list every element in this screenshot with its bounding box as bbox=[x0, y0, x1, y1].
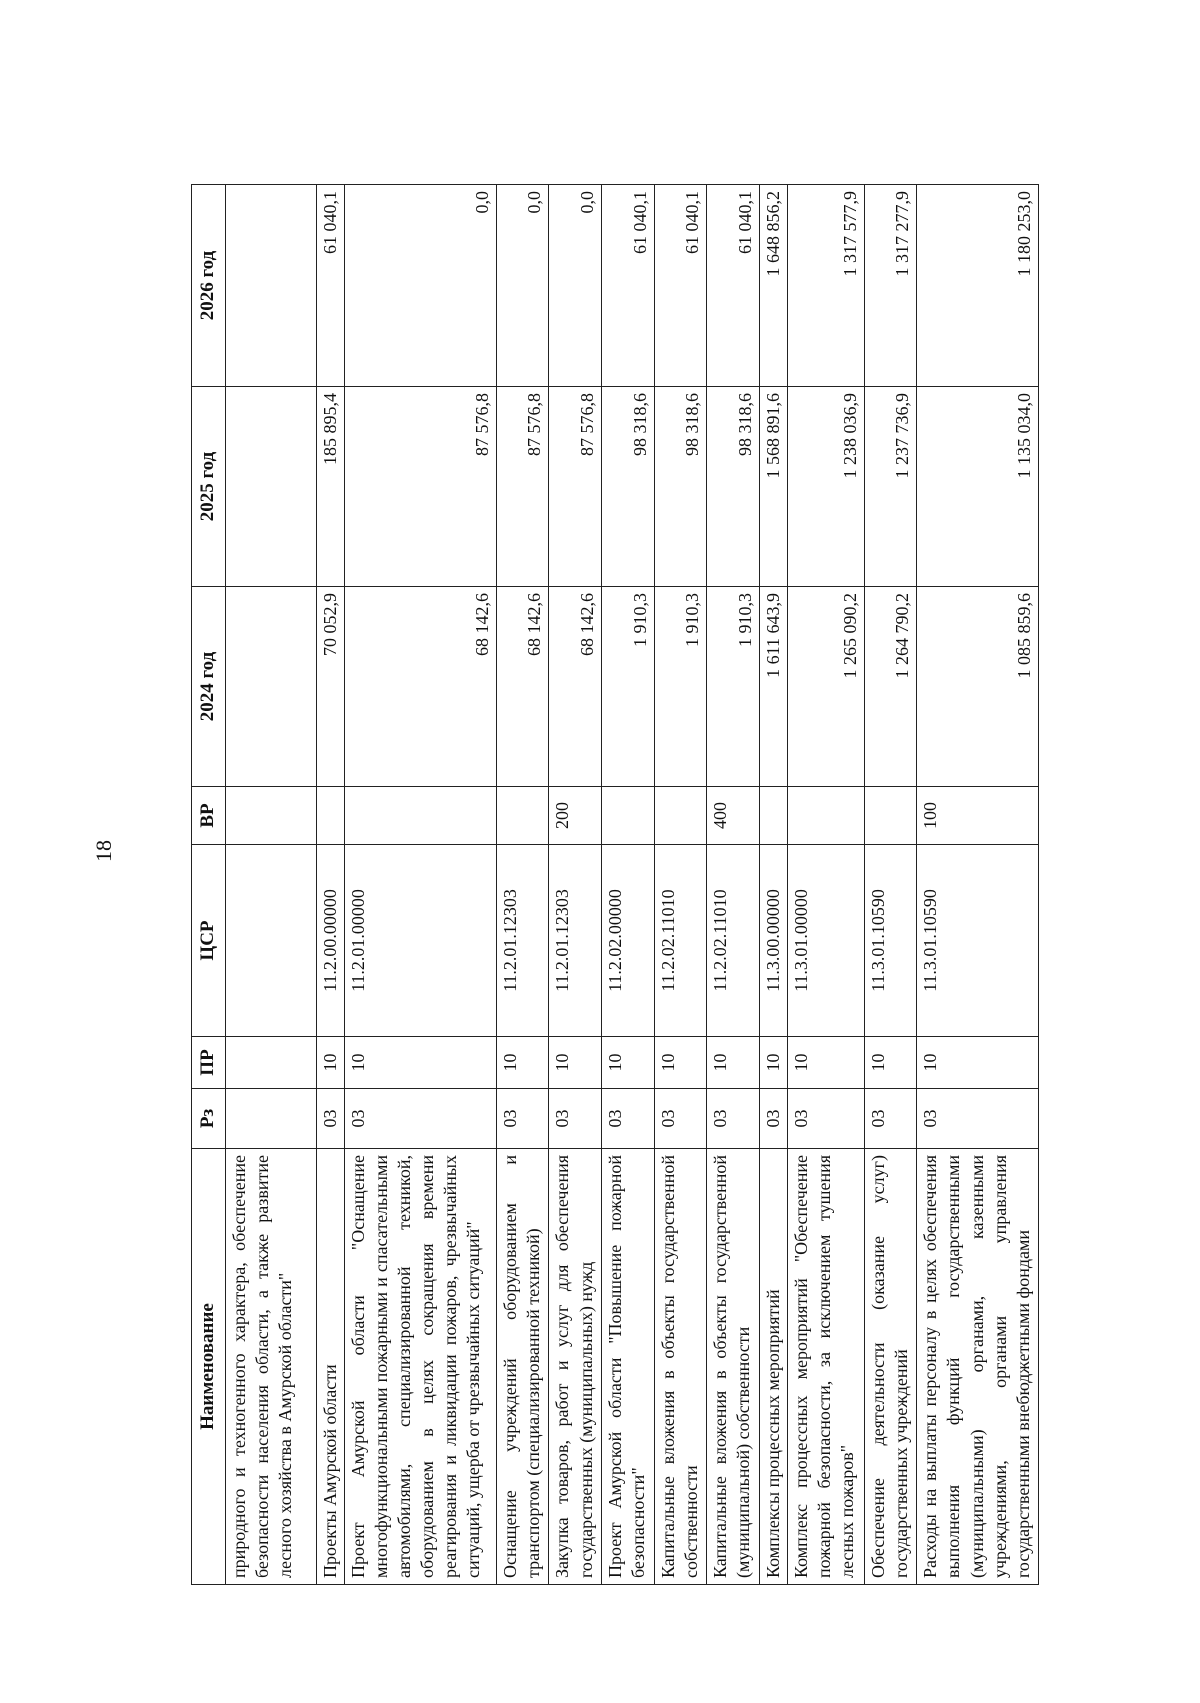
row-2026: 61 040,1 bbox=[602, 185, 655, 387]
row-2024: 68 142,6 bbox=[549, 587, 602, 787]
row-pr: 10 bbox=[759, 1037, 787, 1089]
row-2024: 1 264 790,2 bbox=[864, 587, 917, 787]
row-rz: 03 bbox=[759, 1089, 787, 1149]
row-csr: 11.2.01.12303 bbox=[549, 845, 602, 1037]
row-csr: 11.3.01.00000 bbox=[788, 845, 865, 1037]
row-vr bbox=[788, 787, 865, 845]
row-vr: 100 bbox=[917, 787, 1039, 845]
row-csr: 11.2.01.00000 bbox=[345, 845, 497, 1037]
row-rz: 03 bbox=[788, 1089, 865, 1149]
row-name: Обеспечение деятельности (оказание услуг) государственных учреждений bbox=[864, 1149, 917, 1585]
table-row bbox=[788, 185, 865, 1585]
row-2026: 1 180 253,0 bbox=[917, 185, 1039, 387]
row-name: Комплекс процессных мероприятий "Обеспечение пожарной безопасности, за исключением тушения лесных пожаров" bbox=[788, 1149, 865, 1585]
row-csr: 11.2.00.00000 bbox=[316, 845, 344, 1037]
header-rz: Рз bbox=[192, 1089, 226, 1149]
row-pr: 10 bbox=[707, 1037, 760, 1089]
row-2026: 0,0 bbox=[345, 185, 497, 387]
row-csr: 11.3.01.10590 bbox=[864, 845, 917, 1037]
row-name: природного и техногенного характера, обеспечение безопасности населения области, а также развитие лесного хозяйства в Амурской области" bbox=[226, 1149, 317, 1585]
row-2024: 1 085 859,6 bbox=[917, 587, 1039, 787]
row-pr bbox=[226, 1037, 317, 1089]
table-row bbox=[226, 185, 317, 1585]
table-row bbox=[864, 185, 917, 1585]
table-row bbox=[345, 185, 497, 1585]
row-csr: 11.3.00.00000 bbox=[759, 845, 787, 1037]
table-row bbox=[602, 185, 655, 1585]
row-csr: 11.2.02.00000 bbox=[602, 845, 655, 1037]
row-rz: 03 bbox=[654, 1089, 707, 1149]
row-name: Комплексы процессных мероприятий bbox=[759, 1149, 787, 1585]
row-csr: 11.2.02.11010 bbox=[707, 845, 760, 1037]
page-number: 18 bbox=[91, 840, 116, 862]
row-pr: 10 bbox=[496, 1037, 549, 1089]
row-name: Капитальные вложения в объекты государственной собственности bbox=[654, 1149, 707, 1585]
table-row bbox=[549, 185, 602, 1585]
row-rz: 03 bbox=[602, 1089, 655, 1149]
row-2026: 61 040,1 bbox=[654, 185, 707, 387]
row-pr: 10 bbox=[864, 1037, 917, 1089]
row-vr bbox=[602, 787, 655, 845]
row-rz bbox=[226, 1089, 317, 1149]
row-2025 bbox=[226, 387, 317, 587]
row-rz: 03 bbox=[549, 1089, 602, 1149]
row-2026 bbox=[226, 185, 317, 387]
row-vr bbox=[496, 787, 549, 845]
row-csr: 11.3.01.10590 bbox=[917, 845, 1039, 1037]
row-pr: 10 bbox=[602, 1037, 655, 1089]
header-2025: 2025 год bbox=[192, 387, 226, 587]
table-row bbox=[316, 185, 344, 1585]
row-vr: 200 bbox=[549, 787, 602, 845]
row-2025: 185 895,4 bbox=[316, 387, 344, 587]
row-2026: 0,0 bbox=[496, 185, 549, 387]
row-csr: 11.2.02.11010 bbox=[654, 845, 707, 1037]
table-row bbox=[707, 185, 760, 1585]
row-pr: 10 bbox=[917, 1037, 1039, 1089]
row-2024: 1 265 090,2 bbox=[788, 587, 865, 787]
row-2024 bbox=[226, 587, 317, 787]
budget-table-container bbox=[191, 185, 1039, 1585]
row-vr bbox=[654, 787, 707, 845]
row-csr bbox=[226, 845, 317, 1037]
row-vr bbox=[345, 787, 497, 845]
row-pr: 10 bbox=[549, 1037, 602, 1089]
row-2025: 87 576,8 bbox=[496, 387, 549, 587]
row-2025: 87 576,8 bbox=[549, 387, 602, 587]
row-pr: 10 bbox=[345, 1037, 497, 1089]
row-2026: 61 040,1 bbox=[707, 185, 760, 387]
header-2026: 2026 год bbox=[192, 185, 226, 387]
row-pr: 10 bbox=[316, 1037, 344, 1089]
row-2025: 1 135 034,0 bbox=[917, 387, 1039, 587]
row-name: Проект Амурской области "Повышение пожарной безопасности" bbox=[602, 1149, 655, 1585]
row-2025: 98 318,6 bbox=[654, 387, 707, 587]
row-2024: 1 910,3 bbox=[602, 587, 655, 787]
table-row bbox=[496, 185, 549, 1585]
row-name: Оснащение учреждений оборудованием и транспортом (специализированной техникой) bbox=[496, 1149, 549, 1585]
header-vr: ВР bbox=[192, 787, 226, 845]
row-2026: 1 317 277,9 bbox=[864, 185, 917, 387]
header-name: Наименование bbox=[192, 1149, 226, 1585]
row-rz: 03 bbox=[316, 1089, 344, 1149]
row-name: Проекты Амурской области bbox=[316, 1149, 344, 1585]
table-row bbox=[917, 185, 1039, 1585]
row-rz: 03 bbox=[707, 1089, 760, 1149]
row-csr: 11.2.01.12303 bbox=[496, 845, 549, 1037]
row-2025: 98 318,6 bbox=[707, 387, 760, 587]
row-2025: 1 238 036,9 bbox=[788, 387, 865, 587]
header-pr: ПР bbox=[192, 1037, 226, 1089]
row-vr bbox=[316, 787, 344, 845]
table-row bbox=[654, 185, 707, 1585]
row-2024: 68 142,6 bbox=[496, 587, 549, 787]
row-2026: 61 040,1 bbox=[316, 185, 344, 387]
row-2026: 0,0 bbox=[549, 185, 602, 387]
row-2024: 1 611 643,9 bbox=[759, 587, 787, 787]
row-rz: 03 bbox=[496, 1089, 549, 1149]
row-rz: 03 bbox=[345, 1089, 497, 1149]
row-vr bbox=[226, 787, 317, 845]
row-2025: 98 318,6 bbox=[602, 387, 655, 587]
header-csr: ЦСР bbox=[192, 845, 226, 1037]
row-vr bbox=[759, 787, 787, 845]
row-pr: 10 bbox=[788, 1037, 865, 1089]
row-name: Проект Амурской области "Оснащение многофункциональными пожарными и спасательными автомобилями, специализированной техникой, оборудованием в целях сокращения времени реагирования и ликвидации пожаров, чрезвычайных ситуаций, ущерба от чрезвычайных ситуаций" bbox=[345, 1149, 497, 1585]
table-row bbox=[759, 185, 787, 1585]
row-rz: 03 bbox=[917, 1089, 1039, 1149]
row-name: Капитальные вложения в объекты государственной (муниципальной) собственности bbox=[707, 1149, 760, 1585]
row-2024: 68 142,6 bbox=[345, 587, 497, 787]
row-2024: 1 910,3 bbox=[654, 587, 707, 787]
row-vr bbox=[864, 787, 917, 845]
row-2025: 1 237 736,9 bbox=[864, 387, 917, 587]
row-pr: 10 bbox=[654, 1037, 707, 1089]
budget-table bbox=[191, 184, 1039, 1585]
row-vr: 400 bbox=[707, 787, 760, 845]
row-2026: 1 317 577,9 bbox=[788, 185, 865, 387]
row-2026: 1 648 856,2 bbox=[759, 185, 787, 387]
row-2024: 1 910,3 bbox=[707, 587, 760, 787]
header-2024: 2024 год bbox=[192, 587, 226, 787]
table-header-row bbox=[192, 185, 226, 1585]
row-name: Расходы на выплаты персоналу в целях обеспечения выполнения функций государственными (муниципальными) органами, казенными учреждениями, органами управления государственными внебюджетными фондами bbox=[917, 1149, 1039, 1585]
row-2024: 70 052,9 bbox=[316, 587, 344, 787]
row-name: Закупка товаров, работ и услуг для обеспечения государственных (муниципальных) нужд bbox=[549, 1149, 602, 1585]
row-2025: 1 568 891,6 bbox=[759, 387, 787, 587]
row-rz: 03 bbox=[864, 1089, 917, 1149]
row-2025: 87 576,8 bbox=[345, 387, 497, 587]
